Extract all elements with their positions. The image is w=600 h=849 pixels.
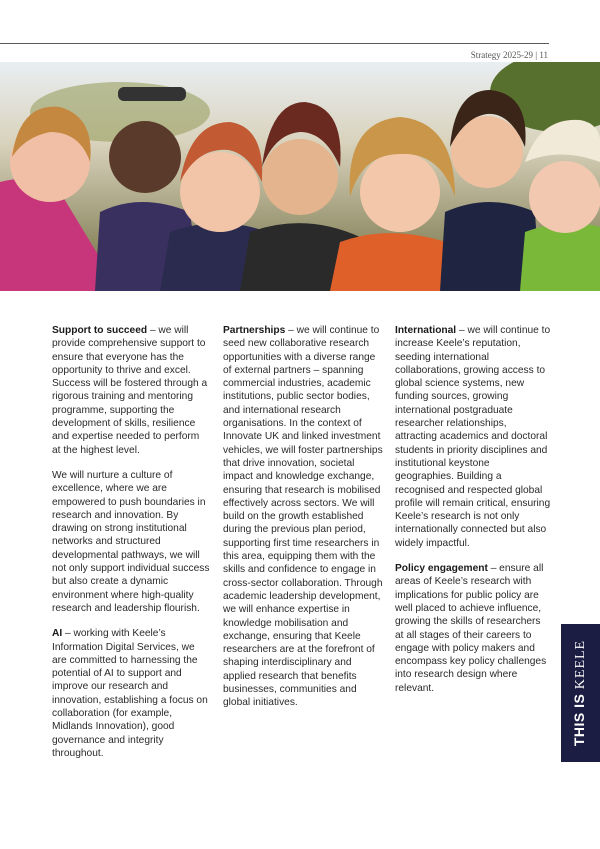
page-header-label: Strategy 2025-29 | 11 — [470, 50, 548, 60]
this-is-keele-tab — [561, 624, 600, 762]
body-policy-engagement: – ensure all areas of Keele’s research with implications for public policy are well placed to achieve influence, growing the skills of researchers at all stages of their careers to engage with policy makers and encompass key policy challenges into research design where relevant. — [395, 563, 547, 694]
heading-ai: AI — [52, 628, 63, 640]
paragraph-policy-engagement — [395, 562, 551, 695]
body-partnerships: – we will continue to seed new collaborative research opportunities with a diverse range of external partners – spanning commercial industries, academic institutions, public sector bodies, and international research organisations. In the context of Innovate UK and linked investment vehicles, we will foster partnerships that drive innovation, societal impact and knowledge exchange, ensuring that research is mobilised effectively across sectors. We will build on the growth established during the previous plan period, supporting first time researchers in this area, equipping them with the skills and confidence to engage in cross-sector collaboration. Through academic leadership development, we will enhance expertise in knowledge mobilisation and exchange, ensuring that Keele researchers are at the forefront of shaping interdisciplinary and applied research that benefits businesses, communities and global initiatives. — [223, 325, 383, 709]
paragraph-partnerships — [223, 324, 383, 710]
hero-photo — [0, 62, 600, 291]
column-3 — [395, 324, 551, 707]
tab-brand: KEELE — [573, 639, 589, 690]
column-2 — [223, 324, 383, 722]
column-1 — [52, 324, 210, 772]
body-support-to-succeed: – we will provide comprehensive support to ensure that everyone has the opportunity to thrive and excel. Success will be fostered through a rigorous training and mentoring programme, supporting the development of skills, resilience and expertise needed to perform at the highest level. — [52, 325, 208, 456]
heading-policy-engagement: Policy engagement — [395, 563, 488, 575]
heading-international: International — [395, 325, 457, 336]
header-rule — [0, 43, 549, 44]
tab-prefix: THIS IS — [571, 689, 588, 747]
paragraph-international — [395, 324, 551, 550]
heading-support-to-succeed: Support to succeed — [52, 325, 148, 336]
tab-label — [572, 640, 590, 746]
paragraph-culture-of-excellence: We will nurture a culture of excellence, where we are empowered to push boundaries in research and innovation. By drawing on strong institutional networks and structured developmental pathways, we will not only support individual success but also create a dynamic environment where high-quality research and leadership flourish. — [52, 469, 210, 614]
body-ai: – working with Keele’s Information Digital Services, we are committed to harnessing the potential of AI to support and improve our research and innovation, establishing a focus on collaboration (for example, Midlands Innovation), good governance and integrity throughout. — [52, 628, 208, 759]
heading-partnerships: Partnerships — [223, 325, 286, 336]
body-international: – we will continue to increase Keele’s reputation, seeding international collaborations, growing access to global science systems, new funding sources, growing international postgraduate researcher relationships, attracting academics and doctoral students in priority disciplines and institutional keystone geographies. Building a recognised and respected global profile will remain critical, ensuring Keele’s research is not only internationally connected but also widely impactful. — [395, 325, 551, 549]
paragraph-support-to-succeed — [52, 324, 210, 457]
paragraph-ai — [52, 627, 210, 760]
